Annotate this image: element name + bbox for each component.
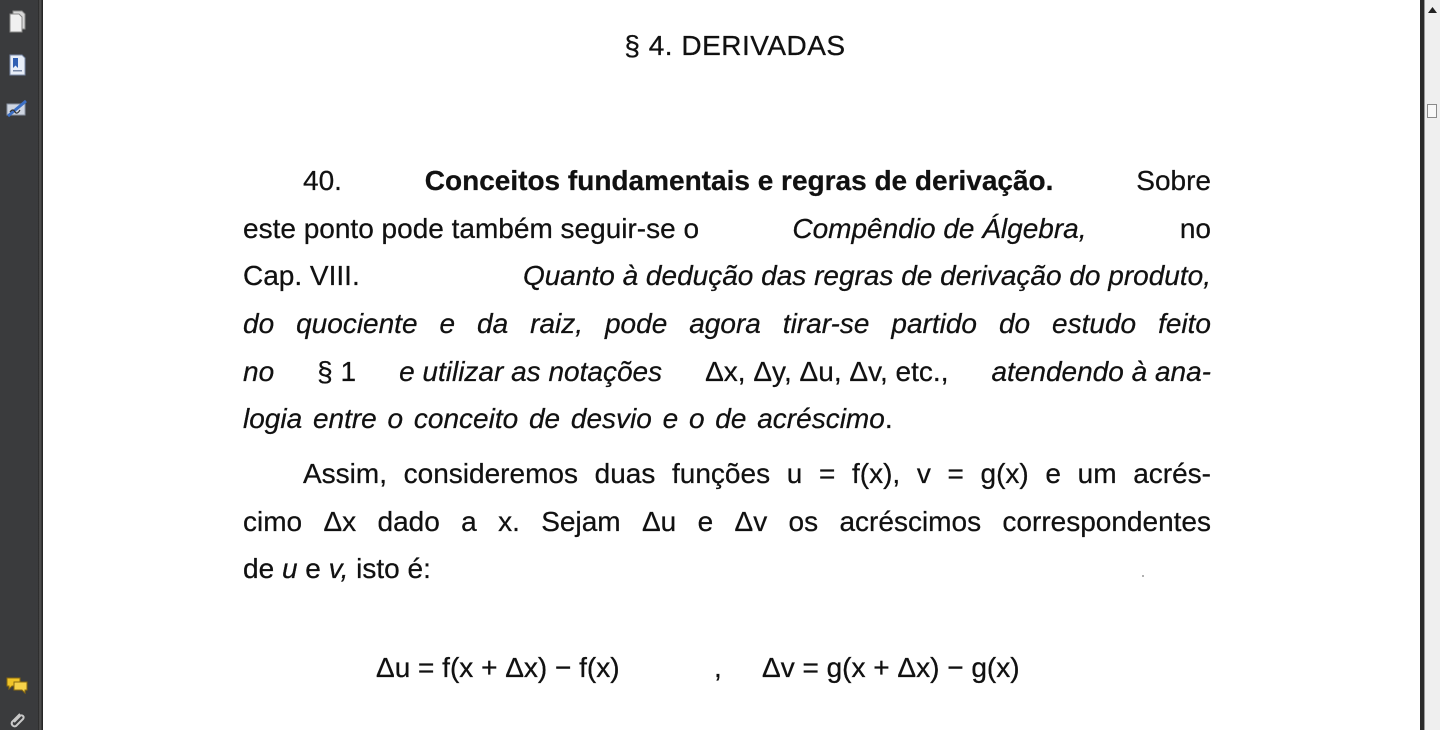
scan-speck [1142, 575, 1144, 577]
paragraph-line [243, 165, 1211, 205]
text-span: Assim, consideremos duas funções u = f(x), v = g(x) e um acrés- [303, 458, 1211, 489]
italic-text: logia entre o conceito de desvio e o de acréscimo [243, 403, 885, 434]
paragraph-line [243, 403, 1211, 443]
paragraph-line [243, 506, 1211, 546]
vertical-scrollbar[interactable] [1424, 0, 1440, 730]
equation [376, 652, 1096, 694]
italic-text: v, [328, 553, 349, 584]
signatures-icon[interactable] [4, 96, 30, 122]
italic-text: Quanto à dedução das regras de derivação do produto, [522, 260, 1211, 291]
text-span: cimo Δx dado a x. Sejam Δu e Δv os acréscimos correspondentes [243, 506, 1211, 537]
text-span: § 1 [317, 356, 357, 387]
text-span: Cap. VIII. [243, 260, 360, 291]
italic-text: u [281, 553, 298, 584]
italic-text: e utilizar as notações [399, 356, 663, 387]
italic-text: atendendo à ana- [991, 356, 1211, 387]
text-span: Δx, Δy, Δu, Δv, etc., [705, 356, 949, 387]
text-span: Sobre [1136, 165, 1211, 196]
document-page [43, 0, 1420, 730]
paragraph-line [243, 213, 1211, 253]
comments-icon[interactable] [4, 672, 30, 698]
book-title: Compêndio de Álgebra, [792, 213, 1087, 244]
paragraph-line [243, 260, 1211, 300]
text-span: e [305, 553, 321, 584]
paragraph-line [243, 553, 1211, 593]
section-title: § 4. DERIVADAS [624, 30, 846, 61]
bookmarks-icon[interactable] [4, 52, 30, 78]
equation-separator: , [714, 652, 722, 683]
text-span: isto é: [356, 553, 431, 584]
attachments-icon[interactable] [4, 708, 30, 734]
paragraph-line [243, 308, 1211, 348]
text-span: de [243, 553, 275, 584]
text-span: este ponto pode também seguir-se o [243, 213, 700, 244]
scroll-up-arrow-icon[interactable] [1426, 2, 1439, 18]
text-span: . [884, 403, 893, 434]
text-span: no [1179, 213, 1211, 244]
item-number: 40. [303, 165, 342, 196]
navigation-rail [0, 0, 38, 730]
italic-text: do quociente e da raiz, pode agora tirar-se partido do estudo feito [243, 308, 1211, 339]
paragraph-line [243, 458, 1211, 498]
item-heading: Conceitos fundamentais e regras de derivação. [424, 165, 1054, 196]
equation-left: Δu = f(x + Δx) − f(x) [376, 652, 620, 683]
paragraph-line [243, 356, 1211, 396]
pages-icon[interactable] [4, 8, 30, 34]
scroll-thumb[interactable] [1427, 104, 1437, 118]
italic-text: no [243, 356, 275, 387]
equation-right: Δv = g(x + Δx) − g(x) [762, 652, 1020, 683]
